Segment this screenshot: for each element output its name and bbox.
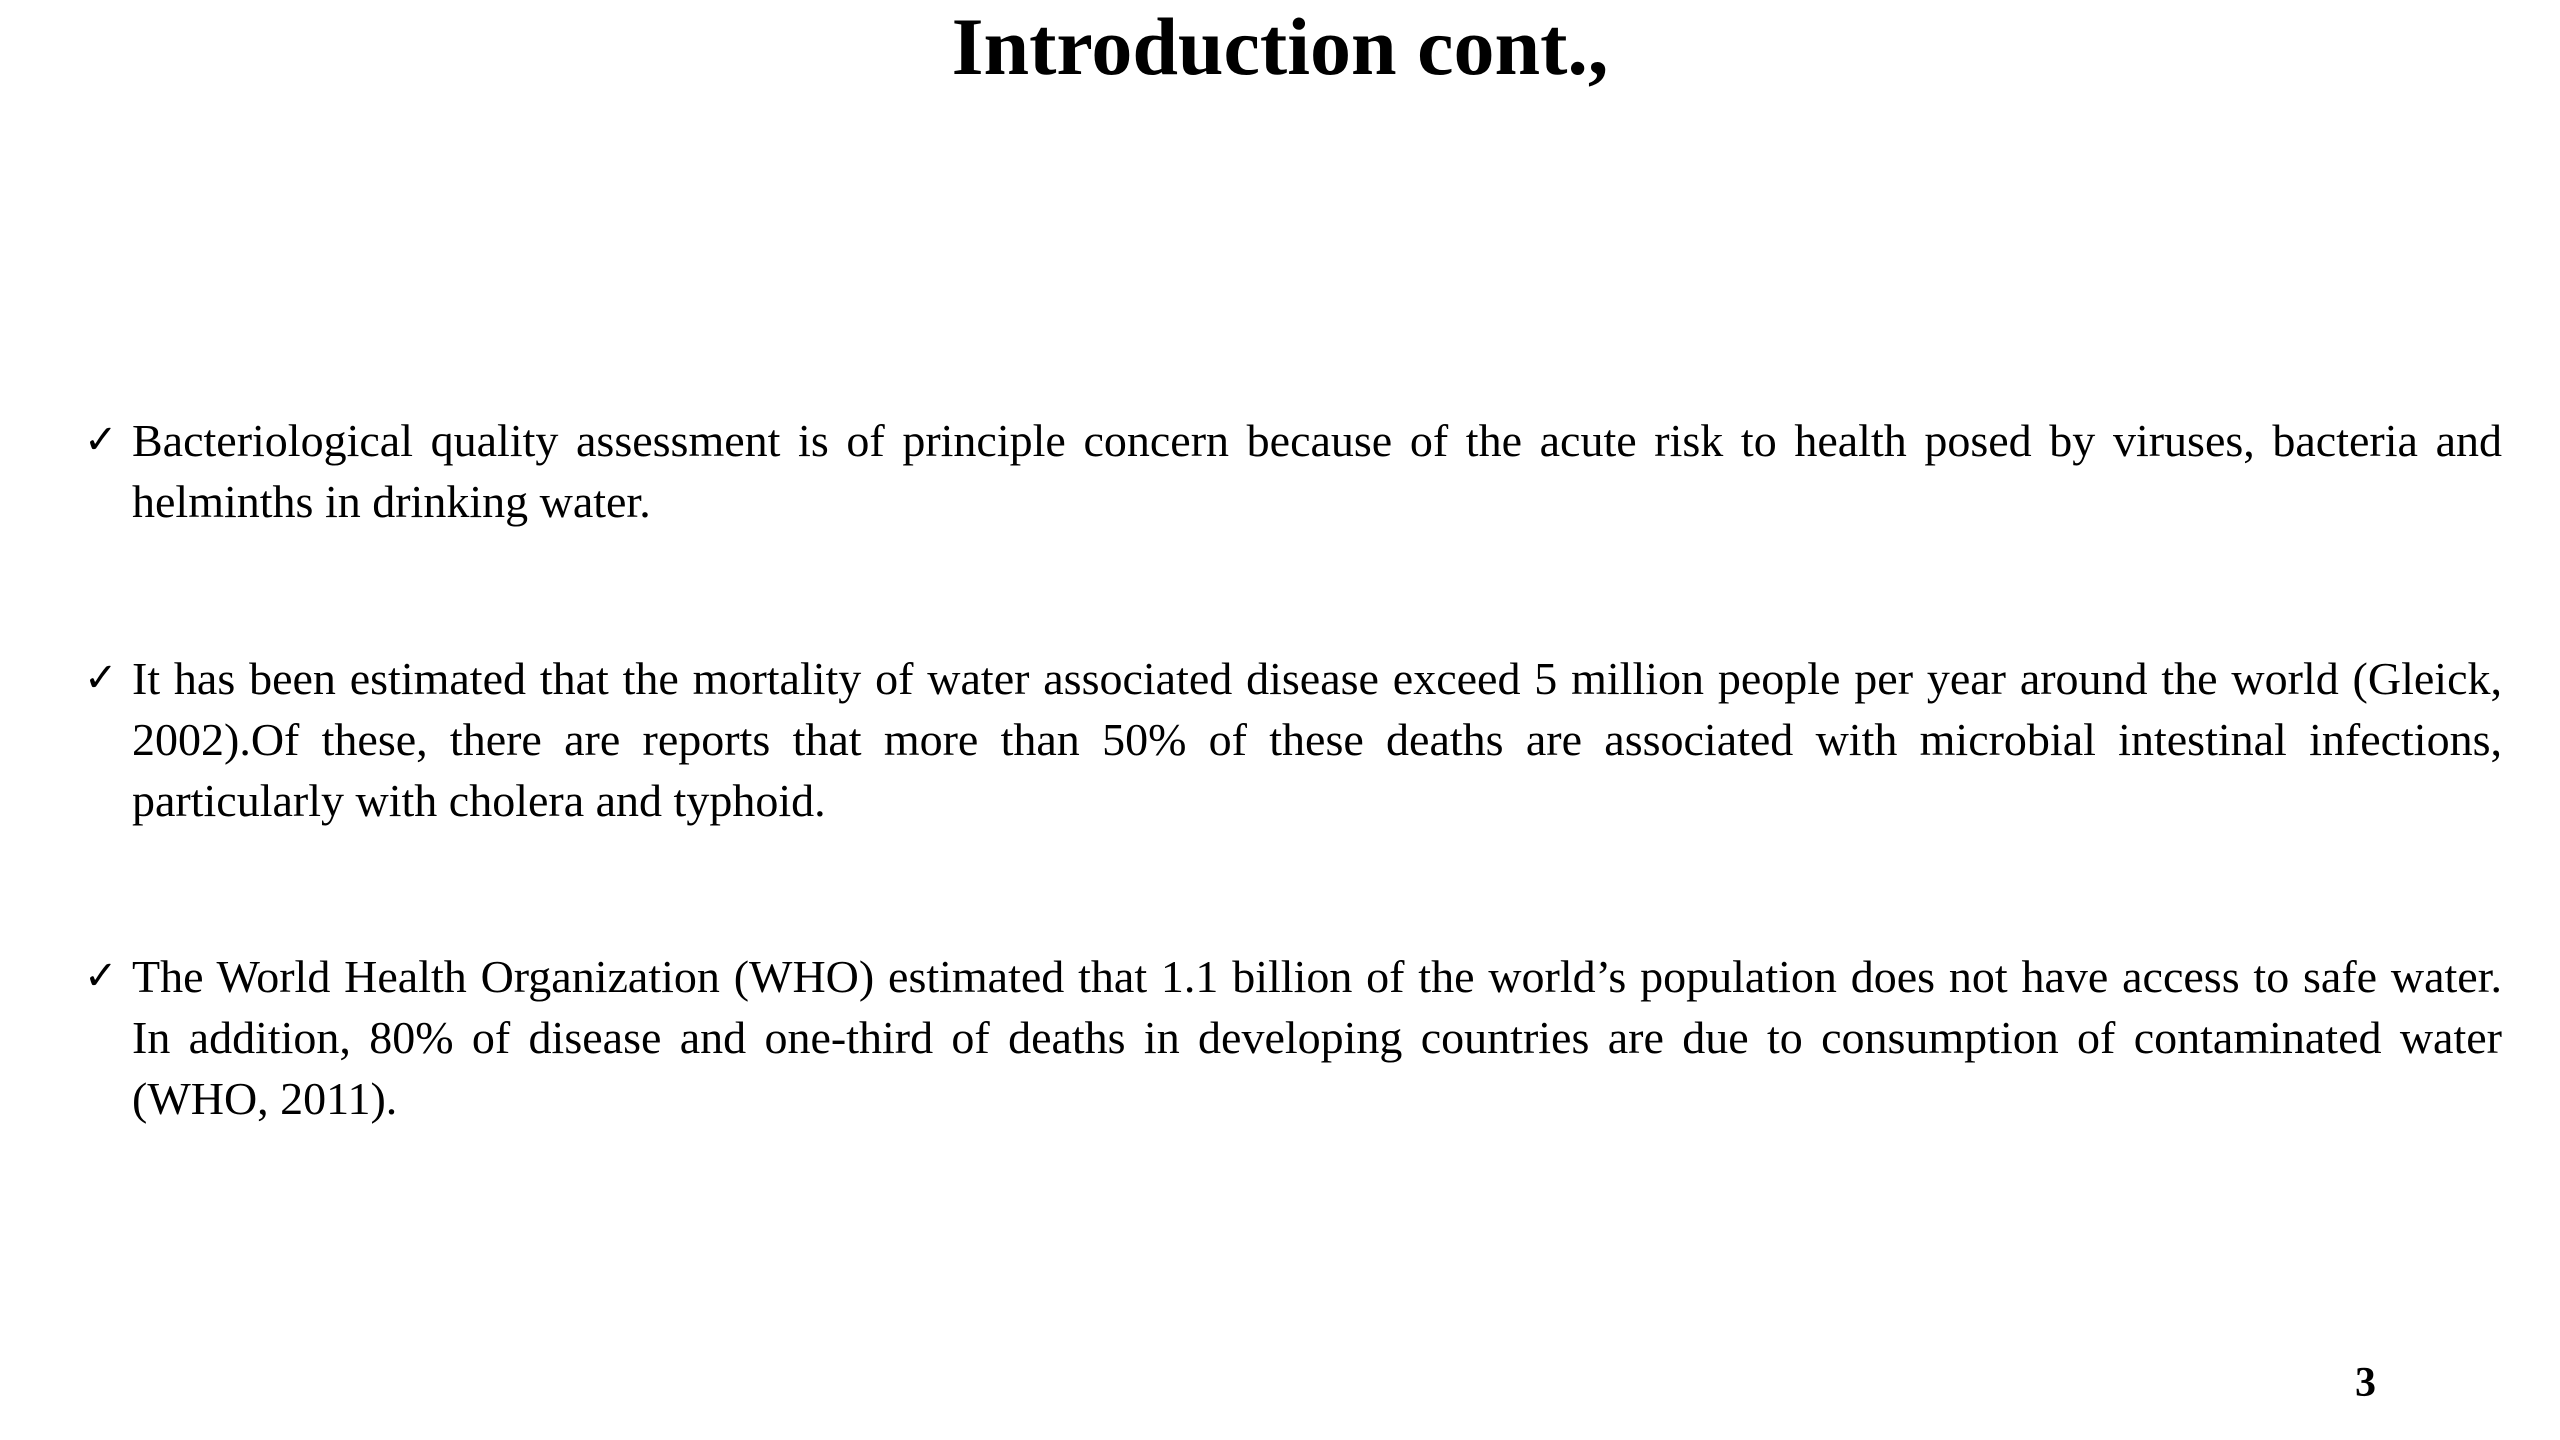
page-number: 3 <box>2355 1360 2376 1406</box>
slide-title: Introduction cont., <box>951 1 1609 92</box>
bullet-item <box>84 648 2502 831</box>
bullet-text: Bacteriological quality assessment is of principle concern because of the acute risk to health posed by viruses, bacteria and helminths in drinking water. <box>132 415 2502 527</box>
bullet-text: It has been estimated that the mortality of water associated disease exceed 5 million people per year around the world (Gleick, 2002).Of these, there are reports that more than 50% of these deaths are associated with microbial intestinal infections, particularly with cholera and typhoid. <box>132 653 2502 826</box>
check-mark-icon: ✓ <box>84 655 118 701</box>
bullet-text: The World Health Organization (WHO) estimated that 1.1 billion of the world’s population does not have access to safe water. In addition, 80% of disease and one-third of deaths in developing countries are due to consumption of contaminated water (WHO, 2011). <box>132 951 2502 1124</box>
bullet-item <box>84 410 2502 532</box>
bullet-item <box>84 946 2502 1129</box>
check-mark-icon: ✓ <box>84 953 118 999</box>
check-mark-icon: ✓ <box>84 417 118 463</box>
